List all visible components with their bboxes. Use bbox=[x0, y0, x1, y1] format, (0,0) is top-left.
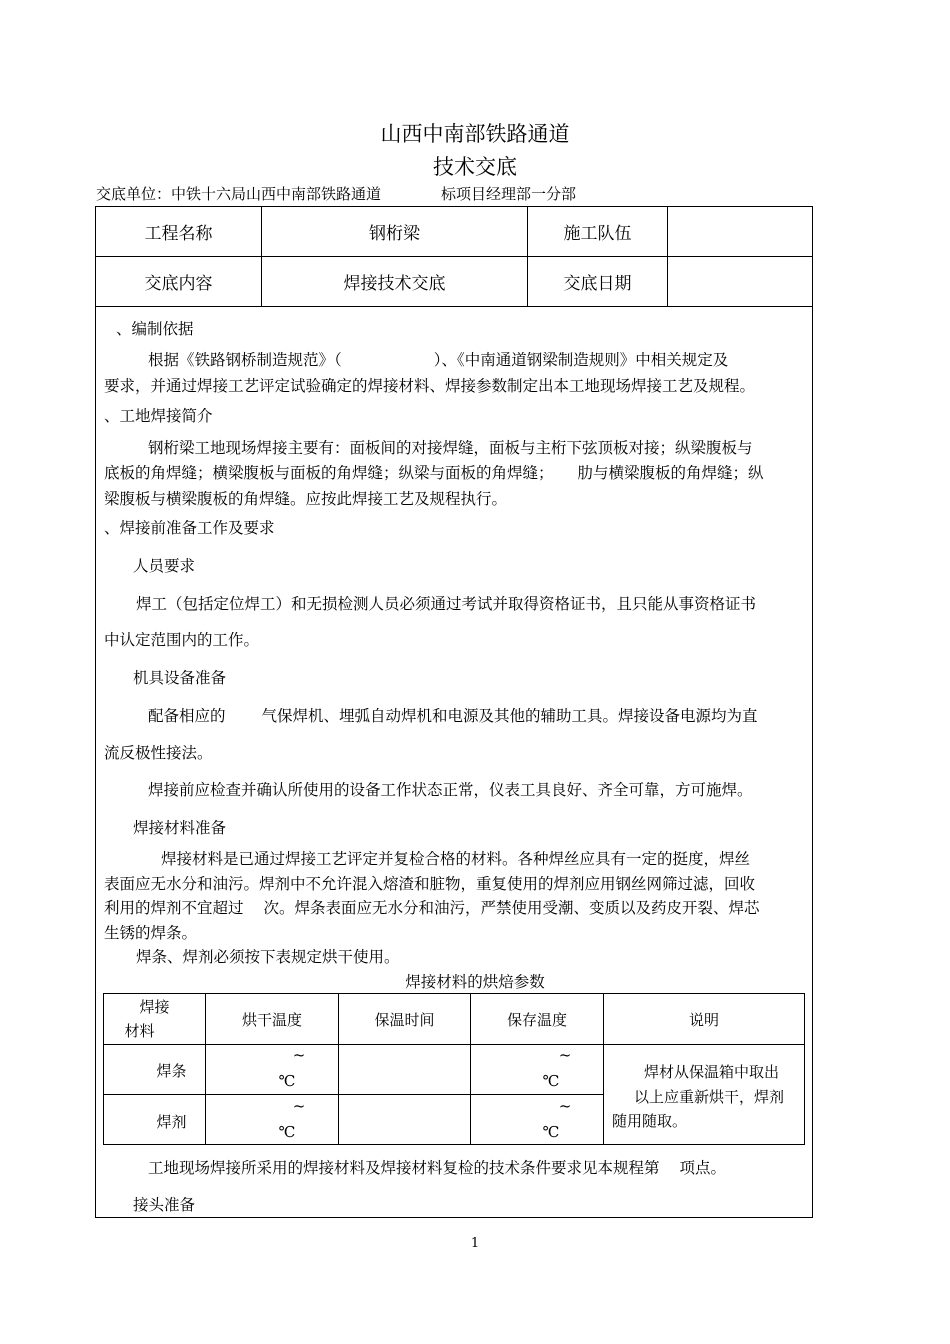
text-fragment: 气保焊机、埋弧自动焊机和电源及其他的辅助工具。焊接设备电源均为直 bbox=[261, 707, 758, 725]
paragraph-line: 中认定范围内的工作。 bbox=[104, 631, 260, 649]
section-heading: 、编制依据 bbox=[116, 320, 194, 338]
issuing-unit-suffix: 标项目经理部一分部 bbox=[441, 185, 577, 203]
row-divider bbox=[104, 1044, 804, 1045]
row-name: 焊条 bbox=[156, 1062, 187, 1080]
range-tilde: ~ bbox=[558, 1097, 572, 1115]
paragraph-line bbox=[148, 1156, 726, 1178]
unit-celsius: ℃ bbox=[542, 1072, 560, 1090]
paragraph-line: 梁腹板与横梁腹板的角焊缝。应按此焊接工艺及规程执行。 bbox=[104, 490, 508, 508]
note-line: 随用随取。 bbox=[612, 1112, 688, 1130]
text-fragment: 配备相应的 bbox=[148, 707, 226, 725]
paragraph-line: 表面应无水分和油污。焊剂中不允许混入熔渣和脏物，重复使用的焊剂应用钢丝网筛过滤，回收 bbox=[104, 875, 756, 893]
header-store-temp: 保存温度 bbox=[506, 1011, 567, 1029]
paragraph-line: 生锈的焊条。 bbox=[104, 924, 198, 942]
document-subtitle: 技术交底 bbox=[433, 155, 517, 179]
subsection-heading: 接头准备 bbox=[133, 1196, 196, 1214]
col-divider bbox=[667, 207, 668, 306]
section-heading: 、工地焊接简介 bbox=[104, 407, 213, 425]
row-divider bbox=[96, 256, 812, 257]
unit-celsius: ℃ bbox=[542, 1123, 560, 1141]
section-heading: 、焊接前准备工作及要求 bbox=[104, 519, 275, 537]
date-label: 交底日期 bbox=[563, 274, 632, 294]
project-name-value: 钢桁梁 bbox=[369, 224, 420, 244]
project-name-label: 工程名称 bbox=[144, 224, 213, 244]
unit-celsius: ℃ bbox=[278, 1072, 296, 1090]
paragraph-line: 要求，并通过焊接工艺评定试验确定的焊接材料、焊接参数制定出本工地现场焊接工艺及规程。 bbox=[104, 377, 756, 395]
note-line: 焊材从保温箱中取出 bbox=[644, 1063, 780, 1081]
text-fragment: 利用的焊剂不宜超过 bbox=[104, 899, 244, 917]
page-number: 1 bbox=[470, 1236, 480, 1251]
text-fragment: 肋与横梁腹板的角焊缝；纵 bbox=[577, 464, 764, 482]
range-tilde: ~ bbox=[558, 1046, 572, 1064]
paragraph-line bbox=[104, 896, 760, 918]
range-tilde: ~ bbox=[292, 1097, 306, 1115]
baking-parameters-table bbox=[103, 993, 805, 1145]
header-text: 材料 bbox=[124, 1022, 155, 1040]
row-name: 焊剂 bbox=[156, 1113, 187, 1131]
issuing-unit-label: 交底单位：中铁十六局山西中南部铁路通道 bbox=[96, 185, 382, 203]
text-fragment: ）、《中南通道钢梁制造规则》中相关规定及 bbox=[433, 351, 729, 369]
paragraph-line: 焊条、焊剂必须按下表规定烘干使用。 bbox=[136, 948, 400, 966]
subsection-heading: 机具设备准备 bbox=[133, 669, 227, 687]
document-title: 山西中南部铁路通道 bbox=[380, 122, 570, 146]
paragraph-line: 钢桁梁工地现场焊接主要有：面板间的对接焊缝，面板与主桁下弦顶板对接；纵梁腹板与 bbox=[148, 439, 753, 457]
row-divider bbox=[104, 1094, 603, 1095]
text-fragment: 项点。 bbox=[679, 1159, 727, 1177]
header-hold-time: 保温时间 bbox=[374, 1011, 435, 1029]
header-material bbox=[104, 996, 205, 1041]
paragraph-line: 流反极性接法。 bbox=[104, 744, 213, 762]
header-note: 说明 bbox=[688, 1011, 719, 1029]
note-line: 以上应重新烘干，焊剂 bbox=[634, 1088, 785, 1106]
team-label: 施工队伍 bbox=[563, 224, 632, 244]
table-caption: 焊接材料的烘焙参数 bbox=[405, 973, 545, 991]
unit-celsius: ℃ bbox=[278, 1123, 296, 1141]
text-fragment: 底板的角焊缝；横梁腹板与面板的角焊缝；纵梁与面板的角焊缝； bbox=[104, 464, 554, 482]
text-fragment: 次。焊条表面应无水分和油污，严禁使用受潮、变质以及药皮开裂、焊芯 bbox=[263, 899, 760, 917]
header-text: 焊接 bbox=[139, 998, 170, 1016]
paragraph-line bbox=[104, 461, 764, 483]
paragraph-line: 焊工（包括定位焊工）和无损检测人员必须通过考试并取得资格证书，且只能从事资格证书 bbox=[136, 595, 757, 613]
issuing-unit bbox=[96, 183, 576, 204]
paragraph-line bbox=[148, 704, 758, 726]
range-tilde: ~ bbox=[292, 1046, 306, 1064]
subsection-heading: 焊接材料准备 bbox=[133, 819, 227, 837]
text-fragment: 根据《铁路钢桥制造规范》（ bbox=[148, 351, 342, 369]
paragraph-line: 焊接材料是已通过焊接工艺评定并复检合格的材料。各种焊丝应具有一定的挺度，焊丝 bbox=[161, 850, 751, 868]
row-divider bbox=[96, 306, 812, 307]
paragraph-line: 焊接前应检查并确认所使用的设备工作状态正常，仪表工具良好、齐全可靠，方可施焊。 bbox=[148, 781, 753, 799]
text-fragment: 工地现场焊接所采用的焊接材料及焊接材料复检的技术条件要求见本规程第 bbox=[148, 1159, 660, 1177]
header-dry-temp: 烘干温度 bbox=[241, 1011, 302, 1029]
subsection-heading: 人员要求 bbox=[133, 557, 196, 575]
content-value: 焊接技术交底 bbox=[343, 274, 446, 294]
paragraph-line bbox=[148, 348, 728, 370]
content-label: 交底内容 bbox=[144, 274, 213, 294]
